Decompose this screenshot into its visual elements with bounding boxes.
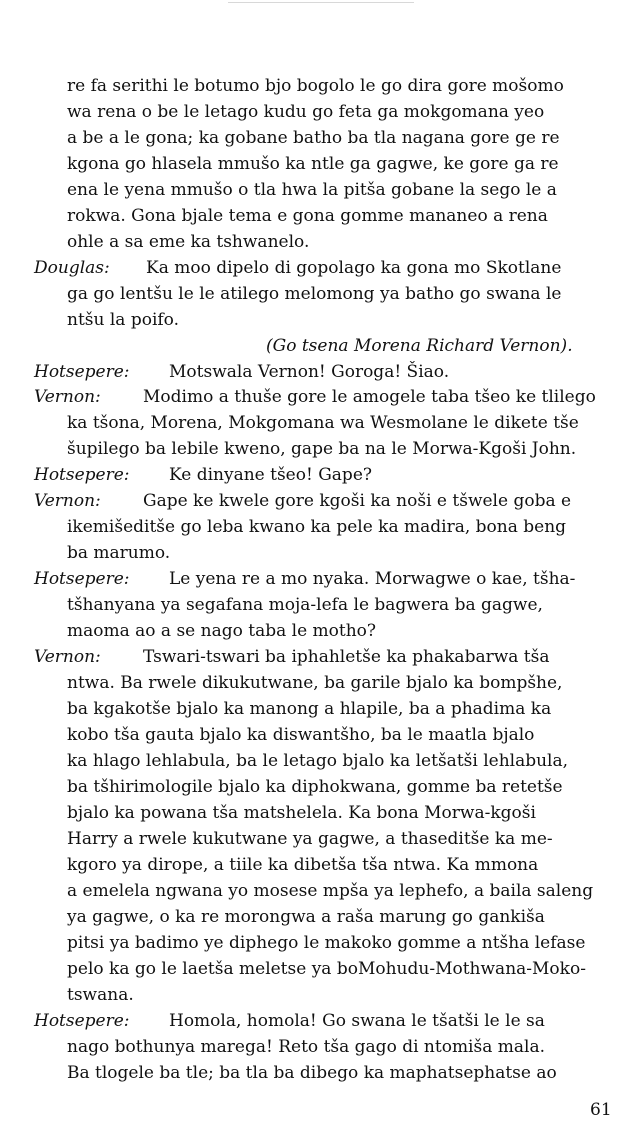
speech-text: Ka moo dipelo di gopolago ka gona mo Skotlane [146, 258, 562, 278]
text-line: ena le yena mmušo o tla hwa la pitša gobane la sego le a [67, 180, 557, 200]
text-line: re fa serithi le botumo bjo bogolo le go dira gore mošomo [67, 76, 564, 96]
text-line: tšhanyana ya segafana moja-lefa le bagwera ba gagwe, [67, 595, 543, 615]
text-line: maoma ao a se nago taba le motho? [67, 621, 377, 641]
text-line: wa rena o be le letago kudu go feta ga mokgomana yeo [67, 102, 545, 122]
text-line: Harry a rwele kukutwane ya gagwe, a thaseditše ka me- [67, 829, 553, 849]
speaker-name: Douglas: [34, 258, 110, 278]
speech-line [34, 361, 449, 383]
text-line: ba tšhirimologile bjalo ka diphokwana, gomme ba retetše [67, 777, 563, 797]
speech-line [34, 646, 550, 668]
stage-direction: (Go tsena Morena Richard Vernon). [266, 336, 573, 356]
text-line: tswana. [67, 985, 134, 1005]
speech-text: Homola, homola! Go swana le tšatši le le sa [169, 1011, 545, 1031]
text-line: kgona go hlasela mmušo ka ntle ga gagwe, ke gore ga re [67, 154, 559, 174]
speech-line [34, 568, 575, 590]
speech-text: Motswala Vernon! Goroga! Šiao. [169, 362, 450, 382]
speech-line [34, 1010, 545, 1032]
speech-text: Ke dinyane tšeo! Gape? [169, 465, 372, 485]
scan-edge-rule [228, 2, 414, 3]
text-line: ohle a sa eme ka tshwanelo. [67, 232, 310, 252]
text-line: ka tšona, Morena, Mokgomana wa Wesmolane le dikete tše [67, 413, 579, 433]
text-line: ntwa. Ba rwele dikukutwane, ba garile bjalo ka bompšhe, [67, 673, 563, 693]
speaker-name: Hotsepere: [34, 465, 130, 485]
text-line: šupilego ba lebile kweno, gape ba na le Morwa-Kgoši John. [67, 439, 577, 459]
text-line: ba marumo. [67, 543, 171, 563]
speech-text: Le yena re a mo nyaka. Morwagwe o kae, tšha- [169, 569, 576, 589]
speaker-name: Vernon: [34, 387, 101, 407]
text-line: a emelela ngwana yo mosese mpša ya lephefo, a baila saleng [67, 881, 594, 901]
speech-text: Tswari-tswari ba iphahletše ka phakabarwa tša [143, 647, 550, 667]
text-line: a be a le gona; ka gobane batho ba tla nagana gore ge re [67, 128, 560, 148]
text-line: pelo ka go le laetša meletse ya boMohudu-Mothwana-Moko- [67, 959, 586, 979]
text-line: kgoro ya dirope, a tiile ka dibetša tša ntwa. Ka mmona [67, 855, 539, 875]
text-line: ntšu la poifo. [67, 310, 180, 330]
text-line: ikemišeditše go leba kwano ka pele ka madira, bona beng [67, 517, 567, 537]
speaker-name: Hotsepere: [34, 1011, 130, 1031]
text-line: ka hlago lehlabula, ba le letago bjalo ka letšatši lehlabula, [67, 751, 569, 771]
speech-text: Gape ke kwele gore kgoši ka noši e tšwele goba e [143, 491, 572, 511]
speaker-name: Vernon: [34, 647, 101, 667]
text-line: bjalo ka powana tša matshelela. Ka bona Morwa-kgoši [67, 803, 536, 823]
text-line: ba kgakotše bjalo ka manong a hlapile, ba a phadima ka [67, 699, 552, 719]
page-number: 61 [590, 1100, 612, 1120]
text-line: rokwa. Gona bjale tema e gona gomme mananeo a rena [67, 206, 548, 226]
speaker-name: Vernon: [34, 491, 101, 511]
speech-line [34, 386, 596, 408]
speech-line [34, 257, 561, 279]
text-line: Ba tlogele ba tle; ba tla ba dibego ka maphatsephatse ao [67, 1063, 557, 1083]
speaker-name: Hotsepere: [34, 569, 130, 589]
text-line: ga go lentšu le le atilego melomong ya batho go swana le [67, 284, 562, 304]
speech-line [34, 490, 571, 512]
text-line: ya gagwe, o ka re morongwa a raša marung go gankiša [67, 907, 545, 927]
speech-line [34, 464, 372, 486]
text-line: pitsi ya badimo ye diphego le makoko gomme a ntšha lefase [67, 933, 586, 953]
speaker-name: Hotsepere: [34, 362, 130, 382]
text-line: kobo tša gauta bjalo ka diswantšho, ba le maatla bjalo [67, 725, 535, 745]
speech-text: Modimo a thuše gore le amogele taba tšeo ke tlilego [143, 387, 596, 407]
text-line: nago bothunya marega! Reto tša gago di ntomiša mala. [67, 1037, 545, 1057]
